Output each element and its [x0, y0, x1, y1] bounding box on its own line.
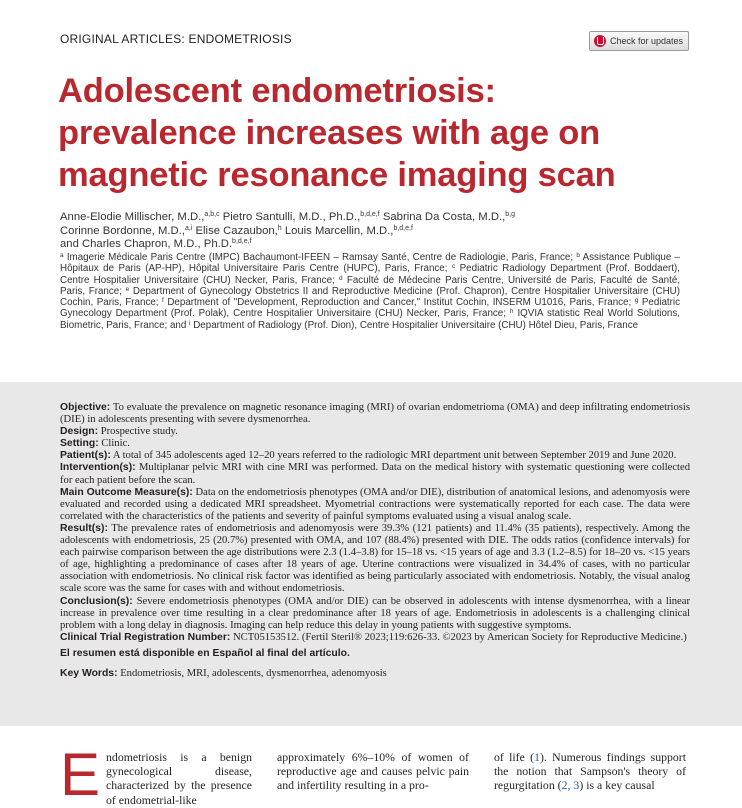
- article-title: [58, 70, 698, 196]
- results-label: Result(s):: [60, 522, 108, 534]
- bookmark-badge-icon: [594, 35, 606, 47]
- trial-text: NCT05153512. (Fertil Steril® 2023;119:626-33. ©2023 by American Society for Reproductive Medicine.): [230, 631, 687, 643]
- title-line-1: Adolescent endometriosis:: [58, 72, 496, 110]
- design-text: Prospective study.: [98, 426, 178, 438]
- author-affiliation-marks: b,d,e,f: [393, 224, 413, 232]
- body-column-3-text: ) is a key causal: [579, 778, 655, 793]
- abstract-patients: [60, 450, 690, 462]
- body-column-1: [60, 741, 252, 808]
- abstract-setting: [60, 438, 690, 450]
- author-name: Sabrina Da Costa, M.D.,: [379, 211, 506, 223]
- abstract-outcome: [60, 487, 690, 523]
- setting-text: Clinic.: [98, 438, 130, 450]
- affiliation-mark: g: [634, 297, 639, 305]
- affiliation-text: Department of Gynecology Obstetrics II and Reproductive Medicine (Prof. Chapron), Centre Hospitalier Universitaire (CHU) Cochin, Paris, France;: [60, 285, 680, 309]
- reference-link[interactable]: 2, 3: [561, 778, 580, 793]
- author-affiliation-marks: h: [277, 224, 282, 232]
- abstract-design: [60, 426, 690, 438]
- affiliation-text: Pediatric Radiology Department (Prof. Boddaert), Centre Hospitalier Universitaire (CHU) Necker, Paris, France;: [60, 263, 680, 286]
- affiliation-text: Assistance Publique – Hôpitaux de Paris (AP-HP), Hôpital Universitaire Paris Centre (HUPC), Paris, France;: [60, 252, 680, 275]
- author-name: Louis Marcellin, M.D.,: [281, 224, 394, 237]
- abstract-results: [60, 523, 690, 596]
- author-name: Corinne Bordonne, M.D.,: [60, 224, 185, 237]
- check-for-updates-label: Check for updates: [610, 36, 684, 46]
- author-name: Anne-Elodie Millischer, M.D.,: [60, 211, 205, 223]
- check-for-updates-button[interactable]: [589, 31, 689, 51]
- interventions-text: Multiplanar pelvic MRI with cine MRI was performed. Data on the medical history with systematic questioning were collected for each patient before the scan.: [60, 462, 690, 486]
- affiliation-mark: b: [576, 252, 580, 259]
- keywords-label: Key Words:: [60, 667, 118, 679]
- title-line-2: prevalence increases with age on: [58, 114, 601, 152]
- title-line-3: magnetic resonance imaging scan: [58, 156, 616, 194]
- author-name: Pietro Santulli, M.D., Ph.D.,: [219, 211, 361, 223]
- affiliation-text: IQVIA statistic Real World Solutions, Biometric, Paris, France; and: [60, 308, 680, 331]
- affiliation-mark: d: [339, 274, 343, 282]
- conclusions-label: Conclusion(s):: [60, 595, 133, 607]
- setting-label: Setting:: [60, 438, 99, 450]
- affiliation-mark: h: [509, 308, 514, 316]
- body-column-2: [277, 750, 469, 793]
- outcome-text: Data on the endometriosis phenotypes (OMA and/or DIE), distribution of anatomical lesions, and adenomyosis were evaluated and recorded using a dedicated MRI spreadsheet. Myometrial contractions were systematically reported for each case. The data were correlated with the characteristics of the patients and severity of painful symptoms evaluated using a visual analog scale.: [60, 486, 691, 522]
- body-column-3-text: of life (: [494, 750, 535, 764]
- patients-text: A total of 345 adolescents aged 12–20 years referred to the radiologic MRI department unit between September 2019 and June 2020.: [110, 450, 677, 462]
- affiliation-text: Pediatric Gynecology Department (Prof. Polak), Centre Hospitalier Universitaire (CHU) Necker, Paris, France;: [60, 297, 680, 320]
- interventions-label: Intervention(s):: [60, 462, 136, 474]
- affiliation-mark: i: [189, 319, 191, 327]
- abstract-objective: [60, 402, 690, 426]
- drop-cap: E: [60, 741, 101, 808]
- section-label: ORIGINAL ARTICLES: ENDOMETRIOSIS: [60, 32, 292, 46]
- abstract-interventions: [60, 462, 690, 486]
- abstract-keywords: [60, 668, 690, 680]
- author-name: and Charles Chapron, M.D., Ph.D.: [60, 238, 233, 250]
- author-list: [60, 211, 620, 252]
- author-affiliation-marks: b,d,e,f: [360, 211, 380, 218]
- conclusions-text: Severe endometriosis phenotypes (OMA and/or DIE) can be observed in adolescents with intense dysmenorrhea, with a linear increase in prevalence over time resulting in a clear predominance after 18 years of age. Endometriosis in adolescents is a challenging clinical problem with a long delay in diagnosis. Imaging can help reduce this delay in young patients with suggestive symptoms.: [60, 595, 690, 631]
- keywords-text: Endometriosis, MRI, adolescents, dysmenorrhea, adenomyosis: [117, 667, 387, 679]
- author-affiliation-marks: a,b,c: [204, 211, 220, 218]
- objective-text: To evaluate the prevalence on magnetic resonance imaging (MRI) of ovarian endometrioma (OMA) and deep infiltrating endometriosis (DIE) in adolescents presenting with severe dysmenorrhea.: [60, 402, 690, 426]
- author-name: Elise Cazaubon,: [192, 224, 278, 237]
- affiliation-mark: f: [162, 297, 164, 305]
- design-label: Design:: [60, 426, 99, 438]
- author-affiliation-marks: a,i: [184, 224, 193, 232]
- body-column-2-text: approximately 6%–10% of women of reproductive age and causes pelvic pain and infertility resulting in a pro-: [277, 750, 469, 793]
- body-column-1-text: ndometriosis is a benign gynecological disease, characterized by the presence of endometrial-like: [106, 750, 252, 807]
- abstract: [60, 402, 690, 680]
- objective-label: Objective:: [60, 402, 111, 413]
- results-text: The prevalence rates of endometriosis and adenomyosis were 39.3% (121 patients) and 11.4% (35 patients), respectively. Among the adolescents with endometriosis, 25 (20.7%) presented with OMA, and 107 (88.4%) presented with DIE. The odds ratios (confidence intervals) for each pairwise comparison between the age distributions were 2.3 (1.4–3.8) for 15–18 vs. <15 years of age and 3.3 (1.2–8.5) for 18–20 vs. <15 years of age, highlighting a predominance of cases after 18 years of age. Uterine contractions were visualized in 34.4% of cases, with no particular association with endometriosis. No clinical risk factor was identified as being particularly associated with endometriosis. Notably, the visual analog scale score was the same for cases with and without endometriosis.: [60, 522, 690, 595]
- affiliation-mark: a: [60, 252, 64, 259]
- author-affiliation-marks: b,g: [505, 211, 516, 218]
- reference-link[interactable]: 1: [534, 750, 540, 764]
- author-affiliation-marks: b,d,e,f: [232, 238, 252, 245]
- trial-label: Clinical Trial Registration Number:: [60, 631, 231, 643]
- affiliation-text: Imagerie Médicale Paris Centre (IMPC) Bachaumont-IFEEN – Ramsay Santé, Centre de Radiologie, Paris, France;: [63, 252, 577, 263]
- affiliations: [60, 252, 680, 331]
- patients-label: Patient(s):: [60, 450, 111, 462]
- abstract-conclusions: [60, 596, 690, 632]
- affiliation-text: Department of Radiology (Prof. Dion), Centre Hospitalier Universitaire (CHU) Hôtel Dieu, Paris, France: [190, 319, 639, 331]
- body-column-3-text: ). Numerous findings support the notion that Sampson's theory of regurgitation (: [494, 750, 686, 793]
- affiliation-mark: e: [125, 285, 130, 293]
- affiliation-text: Department of "Development, Reproduction and Cancer," Institut Cochin, INSERM U1016, Paris, France;: [163, 297, 635, 309]
- affiliation-mark: c: [451, 263, 456, 271]
- abstract-trial: [60, 632, 690, 644]
- outcome-label: Main Outcome Measure(s):: [60, 486, 193, 498]
- spanish-abstract-note: El resumen está disponible en Español al final del artículo.: [60, 647, 350, 659]
- body-column-3: [494, 750, 686, 793]
- affiliation-text: Faculté de Médecine Paris Centre, Université de Paris, Faculté de Santé, Paris, France;: [60, 274, 681, 297]
